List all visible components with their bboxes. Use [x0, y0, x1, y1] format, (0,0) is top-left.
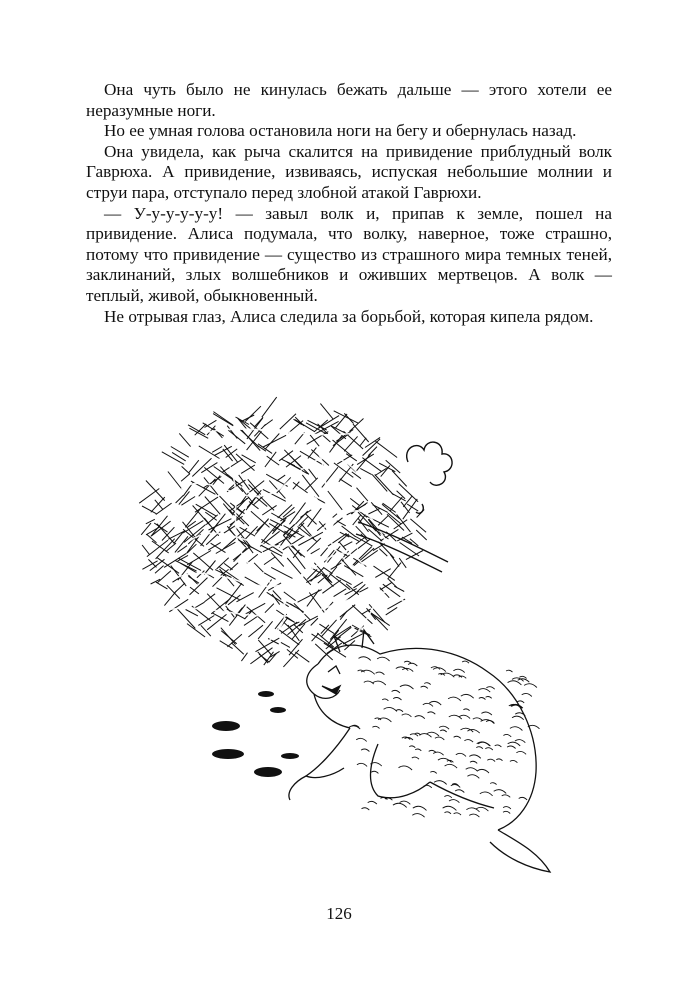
steam-puff — [356, 442, 452, 572]
body-text — [86, 80, 612, 327]
paragraph-1: Она чуть было не кинулась бежать дальше — этого хотели ее неразумные ноги. — [86, 80, 612, 120]
ghost-and-wolf-illustration — [118, 372, 588, 884]
paragraph-2: Но ее умная голова остановила ноги на бегу и обернулась назад. — [104, 121, 577, 141]
paragraph-4: — У-у-у-у-у-у! — завыл волк и, припав к земле, пошел на привидение. Алиса подумала, что волку, наверное, тоже страшно, потому что привидение — существо из страшного мира темных теней, заклинаний, злых волшебников и оживших мертвецов. А волк — теплый, живой, обыкновенный. — [86, 203, 612, 305]
paragraph-5: Не отрывая глаз, Алиса следила за борьбой, которая кипела рядом. — [104, 306, 594, 326]
footprints — [212, 691, 299, 777]
wolf — [289, 630, 550, 872]
wolf-fur-strokes — [349, 657, 540, 817]
paragraph-3: Она увидела, как рыча скалится на привидение приблудный волк Гаврюха. А привидение, извиваясь, испуская небольшие молнии и струи пара, отступало перед злобной атакой Гаврюхи. — [86, 141, 612, 202]
page-number: 126 — [326, 904, 352, 923]
